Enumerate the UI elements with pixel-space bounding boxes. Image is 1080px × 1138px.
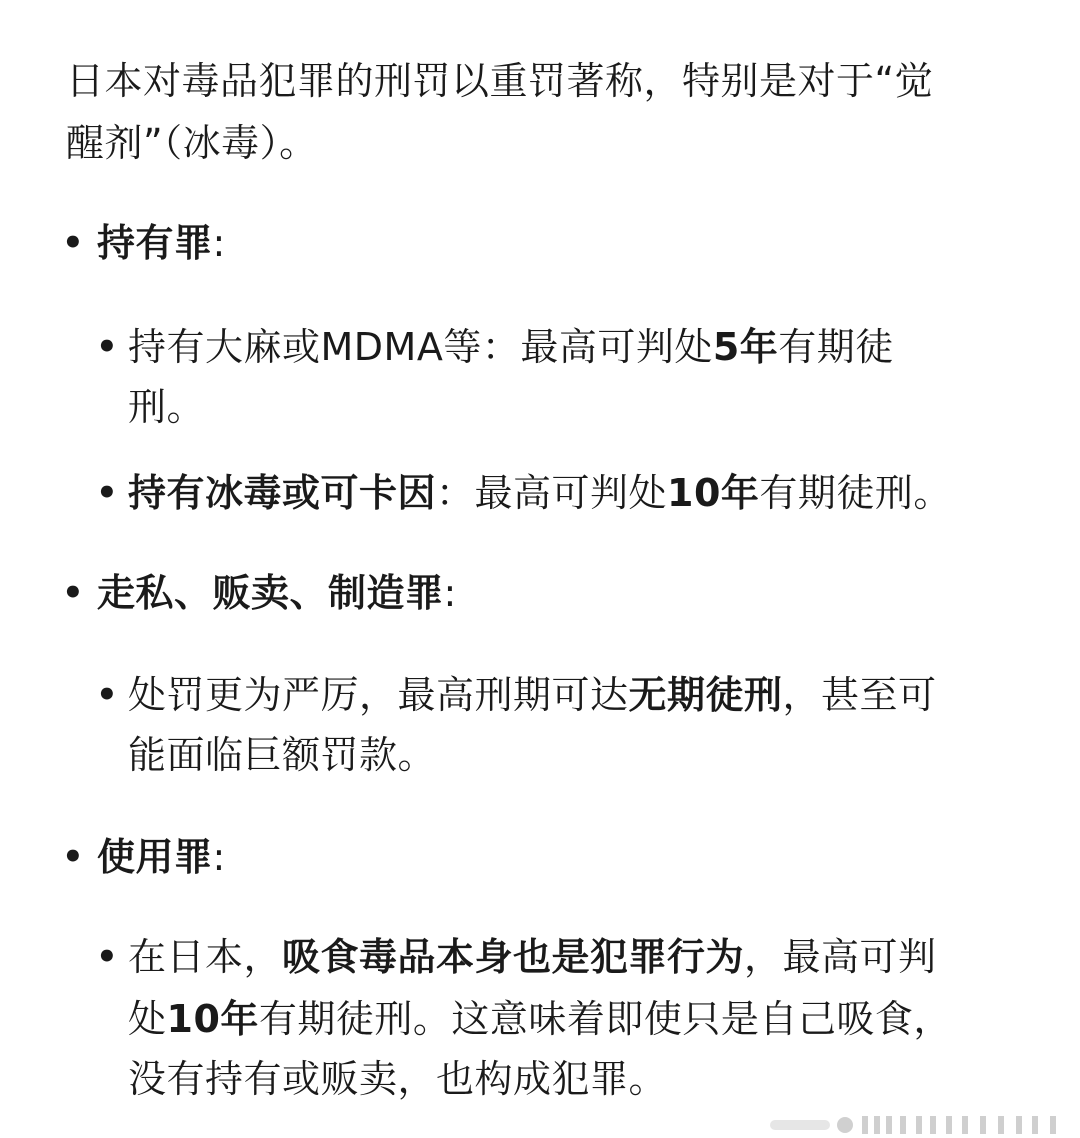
- highlight: 10年: [166, 997, 259, 1041]
- section-title: 走私、贩卖、制造罪: [97, 571, 444, 615]
- section-title: 使用罪: [97, 835, 213, 879]
- section-colon: :: [212, 221, 226, 265]
- section-bullet: •: [62, 837, 84, 877]
- intro-line-1: 日本对毒品犯罪的刑罚以重罚著称，特别是对于“觉: [66, 59, 934, 103]
- highlight: 持有冰毒或可卡因: [128, 471, 437, 515]
- section-colon: :: [443, 571, 457, 615]
- sub-bullet: •: [96, 675, 118, 715]
- possession-item-1-line-1: 持有大麻或MDMA等：最高可判处5年有期徒: [128, 325, 894, 369]
- use-item-1-line-3: 没有持有或贩卖，也构成犯罪。: [128, 1057, 668, 1101]
- highlight: 无期徒刑: [628, 673, 783, 717]
- section-title: 持有罪: [97, 221, 213, 265]
- use-item-1-line-1: 在日本，吸食毒品本身也是犯罪行为，最高可判: [128, 935, 937, 979]
- section-heading-possession: [97, 220, 226, 266]
- sub-bullet: •: [96, 327, 118, 367]
- section-bullet: •: [62, 223, 84, 263]
- sub-bullet: •: [96, 473, 118, 513]
- trafficking-item-1-line-1: 处罚更为严厉，最高刑期可达无期徒刑，甚至可: [128, 673, 937, 717]
- trafficking-item-1-line-2: 能面临巨额罚款。: [128, 733, 437, 777]
- use-item-1-line-2: 处10年有期徒刑。这意味着即使只是自己吸食，: [128, 997, 952, 1041]
- section-colon: :: [212, 835, 226, 879]
- possession-item-1-line-2: 刑。: [128, 385, 206, 429]
- highlight: 5年: [712, 325, 779, 369]
- section-heading-trafficking: [97, 570, 457, 616]
- possession-item-2: 持有冰毒或可卡因：最高可判处10年有期徒刑。: [128, 471, 952, 515]
- section-bullet: •: [62, 573, 84, 613]
- section-heading-use: [97, 834, 226, 880]
- sub-bullet: •: [96, 937, 118, 977]
- highlight: 10年: [667, 471, 760, 515]
- intro-line-2: 醒剂”（冰毒）。: [66, 121, 318, 165]
- highlight: 吸食毒品本身也是犯罪行为: [282, 935, 745, 979]
- watermark-graphic: [770, 1112, 1070, 1136]
